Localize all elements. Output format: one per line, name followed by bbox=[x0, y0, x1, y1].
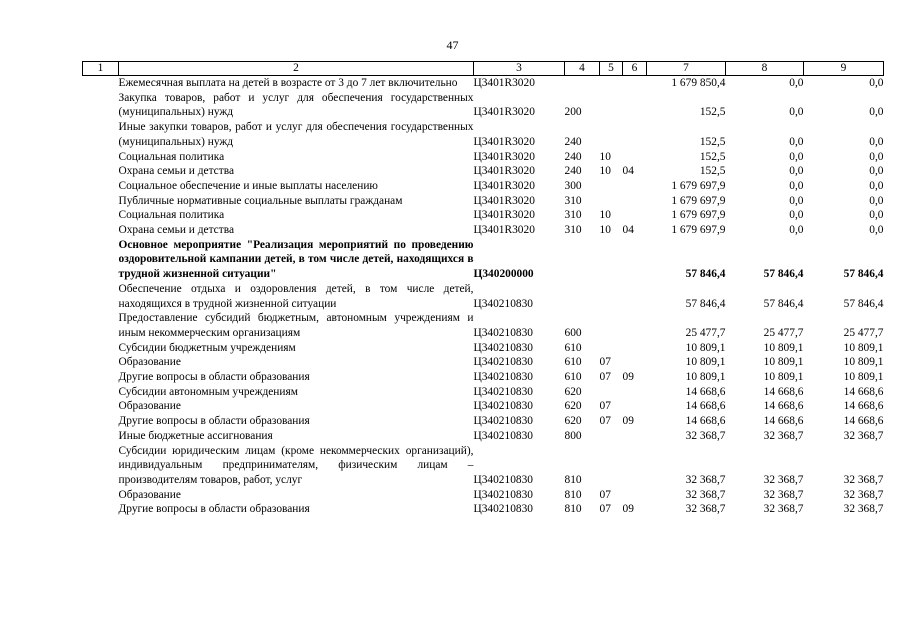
table-row bbox=[83, 355, 884, 370]
row-value-7: 57 846,4 bbox=[685, 268, 726, 281]
row-value-9: 0,0 bbox=[869, 165, 884, 178]
row-value-8: 0,0 bbox=[789, 209, 804, 222]
cell-1 bbox=[83, 488, 119, 503]
cell-1 bbox=[83, 341, 119, 356]
row-section: 07 bbox=[599, 415, 611, 428]
row-code: Ц340200000 bbox=[473, 268, 534, 281]
cell-1 bbox=[83, 311, 119, 340]
table-row bbox=[83, 120, 884, 149]
row-subsection: 09 bbox=[622, 503, 634, 516]
row-value-9: 0,0 bbox=[869, 106, 884, 119]
row-value-8: 0,0 bbox=[789, 77, 804, 89]
row-group: 610 bbox=[564, 341, 582, 354]
cell-1 bbox=[83, 179, 119, 194]
cell-1 bbox=[83, 208, 119, 223]
table-row bbox=[83, 76, 884, 91]
row-subsection bbox=[623, 488, 647, 503]
table-row bbox=[83, 385, 884, 400]
row-value-8: 32 368,7 bbox=[763, 503, 804, 516]
row-code: Ц340210830 bbox=[473, 400, 533, 413]
row-group: 600 bbox=[564, 326, 582, 339]
row-code: Ц3401R3020 bbox=[473, 224, 535, 237]
table-row bbox=[83, 282, 884, 311]
row-section: 07 bbox=[599, 400, 611, 413]
row-section: 10 bbox=[599, 224, 611, 237]
row-value-7: 152,5 bbox=[699, 106, 726, 119]
row-name: Охрана семьи и детства bbox=[118, 224, 234, 237]
row-subsection bbox=[623, 311, 647, 340]
col-header-2: 2 bbox=[119, 62, 474, 76]
table-row bbox=[83, 444, 884, 488]
row-value-9: 0,0 bbox=[869, 224, 884, 237]
row-name: Социальная политика bbox=[118, 150, 225, 163]
row-section: 10 bbox=[599, 165, 611, 178]
row-name: Основное мероприятие "Реализация мероприятий по проведению оздоровительной кампании детей, в том числе детей, находящихся в трудной жизненной ситуации" bbox=[118, 238, 474, 281]
table-row bbox=[83, 502, 884, 517]
table-row bbox=[83, 223, 884, 238]
cell-1 bbox=[83, 399, 119, 414]
row-value-9: 14 668,6 bbox=[843, 400, 884, 413]
row-value-8: 14 668,6 bbox=[763, 415, 804, 428]
row-name: Субсидии автономным учреждениям bbox=[118, 385, 298, 398]
row-section bbox=[600, 91, 623, 120]
cell-1 bbox=[83, 238, 119, 282]
row-code: Ц3401R3020 bbox=[473, 77, 535, 89]
table-body bbox=[83, 76, 884, 518]
row-code: Ц340210830 bbox=[473, 385, 533, 398]
table-row bbox=[83, 164, 884, 179]
row-section bbox=[600, 76, 623, 91]
row-code: Ц340210830 bbox=[473, 326, 533, 339]
row-value-9: 0,0 bbox=[869, 179, 884, 192]
row-code: Ц340210830 bbox=[473, 415, 533, 428]
row-value-9: 10 809,1 bbox=[843, 356, 884, 369]
row-value-9: 32 368,7 bbox=[843, 473, 884, 486]
table-row bbox=[83, 179, 884, 194]
row-value-8: 0,0 bbox=[789, 165, 804, 178]
row-subsection bbox=[623, 355, 647, 370]
row-section: 07 bbox=[599, 503, 611, 516]
row-section bbox=[600, 120, 623, 149]
col-header-4: 4 bbox=[565, 62, 600, 76]
row-subsection bbox=[623, 341, 647, 356]
row-value-9: 14 668,6 bbox=[843, 385, 884, 398]
cell-1 bbox=[83, 414, 119, 429]
row-value-8: 0,0 bbox=[789, 106, 804, 119]
row-value-9: 0,0 bbox=[869, 194, 884, 207]
header-row bbox=[83, 62, 884, 76]
table-row bbox=[83, 370, 884, 385]
row-group: 300 bbox=[564, 179, 582, 192]
row-value-7: 32 368,7 bbox=[685, 488, 726, 501]
row-name: Образование bbox=[118, 356, 181, 369]
row-name: Предоставление субсидий бюджетным, автономным учреждениям и иным некоммерческим организациям bbox=[118, 312, 474, 339]
row-section bbox=[600, 311, 623, 340]
table-row bbox=[83, 91, 884, 120]
row-code: Ц3401R3020 bbox=[473, 135, 535, 148]
row-group: 620 bbox=[564, 400, 582, 413]
row-value-7: 10 809,1 bbox=[685, 371, 726, 384]
row-code: Ц340210830 bbox=[473, 297, 533, 310]
row-subsection bbox=[623, 444, 647, 488]
row-value-8: 0,0 bbox=[789, 150, 804, 163]
row-code: Ц340210830 bbox=[473, 488, 533, 501]
row-value-9: 14 668,6 bbox=[843, 415, 884, 428]
row-value-8: 14 668,6 bbox=[763, 400, 804, 413]
row-value-9: 32 368,7 bbox=[843, 488, 884, 501]
table-row bbox=[83, 399, 884, 414]
row-value-7: 32 368,7 bbox=[685, 429, 726, 442]
row-subsection bbox=[623, 120, 647, 149]
row-name: Другие вопросы в области образования bbox=[118, 503, 310, 516]
row-value-9: 0,0 bbox=[869, 209, 884, 222]
row-code: Ц3401R3020 bbox=[473, 179, 535, 192]
row-section bbox=[600, 194, 623, 209]
row-value-9: 57 846,4 bbox=[843, 297, 884, 310]
row-code: Ц340210830 bbox=[473, 429, 533, 442]
row-section bbox=[600, 179, 623, 194]
row-section bbox=[600, 385, 623, 400]
row-value-9: 0,0 bbox=[869, 150, 884, 163]
row-group: 810 bbox=[564, 503, 582, 516]
row-value-7: 32 368,7 bbox=[685, 503, 726, 516]
table-row bbox=[83, 488, 884, 503]
cell-1 bbox=[83, 120, 119, 149]
row-section: 10 bbox=[599, 209, 611, 222]
row-value-7: 14 668,6 bbox=[685, 385, 726, 398]
row-code: Ц3401R3020 bbox=[473, 165, 535, 178]
row-value-8: 32 368,7 bbox=[763, 488, 804, 501]
col-header-3: 3 bbox=[474, 62, 565, 76]
row-subsection bbox=[623, 208, 647, 223]
row-name: Другие вопросы в области образования bbox=[118, 415, 310, 428]
table-row bbox=[83, 414, 884, 429]
table-row bbox=[83, 194, 884, 209]
row-group bbox=[565, 76, 600, 91]
row-value-8: 10 809,1 bbox=[763, 341, 804, 354]
table-row bbox=[83, 150, 884, 165]
row-value-9: 10 809,1 bbox=[843, 371, 884, 384]
row-value-9: 32 368,7 bbox=[843, 429, 884, 442]
row-value-9: 32 368,7 bbox=[843, 503, 884, 516]
row-code: Ц3401R3020 bbox=[473, 150, 535, 163]
row-name: Иные закупки товаров, работ и услуг для обеспечения государственных (муниципальных) нужд bbox=[118, 121, 474, 148]
row-section: 07 bbox=[599, 371, 611, 384]
col-header-6: 6 bbox=[623, 62, 647, 76]
row-value-7: 57 846,4 bbox=[685, 297, 726, 310]
row-group: 810 bbox=[564, 488, 582, 501]
row-subsection bbox=[623, 91, 647, 120]
cell-1 bbox=[83, 355, 119, 370]
row-name: Иные бюджетные ассигнования bbox=[118, 429, 273, 442]
row-value-7: 152,5 bbox=[699, 135, 726, 148]
row-code: Ц3401R3020 bbox=[473, 106, 535, 119]
row-value-7: 14 668,6 bbox=[685, 415, 726, 428]
row-name: Обеспечение отдыха и оздоровления детей, в том числе детей, находящихся в трудной жизненной ситуации bbox=[118, 282, 474, 310]
row-subsection bbox=[623, 399, 647, 414]
cell-1 bbox=[83, 223, 119, 238]
row-code: Ц3401R3020 bbox=[473, 209, 535, 222]
row-value-9: 0,0 bbox=[869, 135, 884, 148]
row-name: Субсидии бюджетным учреждениям bbox=[118, 341, 296, 354]
row-value-8: 0,0 bbox=[789, 179, 804, 192]
cell-1 bbox=[83, 385, 119, 400]
row-section bbox=[600, 429, 623, 444]
row-value-8: 10 809,1 bbox=[763, 371, 804, 384]
table-row bbox=[83, 311, 884, 340]
row-subsection bbox=[623, 282, 647, 311]
row-value-8: 32 368,7 bbox=[763, 429, 804, 442]
col-header-5: 5 bbox=[600, 62, 623, 76]
row-group: 620 bbox=[564, 385, 582, 398]
row-name: Социальная политика bbox=[118, 209, 225, 222]
row-subsection bbox=[623, 238, 647, 282]
row-value-7: 1 679 697,9 bbox=[671, 209, 726, 222]
cell-1 bbox=[83, 370, 119, 385]
cell-1 bbox=[83, 282, 119, 311]
cell-1 bbox=[83, 91, 119, 120]
page-number: 47 bbox=[446, 38, 459, 52]
row-code: Ц340210830 bbox=[473, 473, 533, 486]
row-group bbox=[565, 238, 600, 282]
row-name: Публичные нормативные социальные выплаты гражданам bbox=[118, 194, 403, 207]
row-subsection: 04 bbox=[622, 165, 634, 178]
row-group: 310 bbox=[564, 224, 582, 237]
row-group: 610 bbox=[564, 371, 582, 384]
cell-1 bbox=[83, 429, 119, 444]
row-subsection: 04 bbox=[622, 224, 634, 237]
row-group: 240 bbox=[564, 150, 582, 163]
row-code: Ц340210830 bbox=[473, 371, 533, 384]
row-section: 10 bbox=[599, 150, 611, 163]
row-section: 07 bbox=[599, 488, 611, 501]
cell-1 bbox=[83, 502, 119, 517]
col-header-7: 7 bbox=[647, 62, 726, 76]
row-section bbox=[600, 282, 623, 311]
row-code: Ц3401R3020 bbox=[473, 194, 535, 207]
row-name: Закупка товаров, работ и услуг для обеспечения государственных (муниципальных) нужд bbox=[118, 91, 474, 119]
row-value-9: 0,0 bbox=[869, 77, 884, 89]
row-value-8: 57 846,4 bbox=[763, 297, 804, 310]
cell-1 bbox=[83, 444, 119, 488]
row-subsection bbox=[623, 429, 647, 444]
row-value-9: 57 846,4 bbox=[843, 268, 884, 281]
row-group: 610 bbox=[564, 356, 582, 369]
row-name: Субсидии юридическим лицам (кроме некоммерческих организаций), индивидуальным предпринимателям, физическим лицам – производителям товаров, работ, услуг bbox=[118, 444, 474, 486]
row-name: Ежемесячная выплата на детей в возрасте от 3 до 7 лет включительно bbox=[118, 77, 458, 89]
col-header-1: 1 bbox=[83, 62, 119, 76]
row-value-9: 25 477,7 bbox=[843, 326, 884, 339]
col-header-9: 9 bbox=[804, 62, 884, 76]
row-value-8: 14 668,6 bbox=[763, 385, 804, 398]
row-group: 800 bbox=[564, 429, 582, 442]
row-value-9: 10 809,1 bbox=[843, 341, 884, 354]
row-value-8: 0,0 bbox=[789, 194, 804, 207]
row-value-8: 0,0 bbox=[789, 224, 804, 237]
row-value-8: 0,0 bbox=[789, 135, 804, 148]
row-name: Образование bbox=[118, 488, 181, 501]
row-code: Ц340210830 bbox=[473, 341, 533, 354]
row-value-8: 25 477,7 bbox=[763, 326, 804, 339]
row-name: Образование bbox=[118, 400, 181, 413]
row-value-7: 25 477,7 bbox=[685, 326, 726, 339]
row-value-7: 14 668,6 bbox=[685, 400, 726, 413]
row-value-7: 1 679 697,9 bbox=[671, 194, 726, 207]
budget-table bbox=[82, 61, 884, 517]
row-value-7: 152,5 bbox=[699, 150, 726, 163]
row-group: 200 bbox=[564, 106, 582, 119]
row-group: 240 bbox=[564, 165, 582, 178]
row-subsection bbox=[623, 179, 647, 194]
row-name: Другие вопросы в области образования bbox=[118, 371, 310, 384]
table-row bbox=[83, 341, 884, 356]
row-section bbox=[600, 444, 623, 488]
row-name: Социальное обеспечение и иные выплаты населению bbox=[118, 179, 378, 192]
cell-1 bbox=[83, 76, 119, 91]
table-row bbox=[83, 429, 884, 444]
row-section bbox=[600, 341, 623, 356]
row-value-7: 10 809,1 bbox=[685, 356, 726, 369]
row-subsection bbox=[623, 150, 647, 165]
row-group: 810 bbox=[564, 473, 582, 486]
row-value-8: 32 368,7 bbox=[763, 473, 804, 486]
row-group: 310 bbox=[564, 194, 582, 207]
row-subsection bbox=[623, 194, 647, 209]
row-subsection: 09 bbox=[622, 415, 634, 428]
col-header-8: 8 bbox=[726, 62, 804, 76]
row-subsection bbox=[623, 76, 647, 91]
row-group: 310 bbox=[564, 209, 582, 222]
row-value-8: 10 809,1 bbox=[763, 356, 804, 369]
cell-1 bbox=[83, 150, 119, 165]
row-section bbox=[600, 238, 623, 282]
row-subsection bbox=[623, 385, 647, 400]
table-row bbox=[83, 238, 884, 282]
row-group bbox=[565, 282, 600, 311]
row-subsection: 09 bbox=[622, 371, 634, 384]
cell-1 bbox=[83, 194, 119, 209]
row-group: 620 bbox=[564, 415, 582, 428]
row-code: Ц340210830 bbox=[473, 503, 533, 516]
row-value-8: 57 846,4 bbox=[763, 268, 804, 281]
row-group: 240 bbox=[564, 135, 582, 148]
row-value-7: 1 679 697,9 bbox=[671, 179, 726, 192]
row-section: 07 bbox=[599, 356, 611, 369]
row-code: Ц340210830 bbox=[473, 356, 533, 369]
row-value-7: 152,5 bbox=[699, 165, 726, 178]
row-value-7: 32 368,7 bbox=[685, 473, 726, 486]
row-value-7: 10 809,1 bbox=[685, 341, 726, 354]
row-name: Охрана семьи и детства bbox=[118, 165, 234, 178]
cell-1 bbox=[83, 164, 119, 179]
table-row bbox=[83, 208, 884, 223]
row-value-7: 1 679 697,9 bbox=[671, 224, 726, 237]
row-value-7: 1 679 850,4 bbox=[671, 77, 726, 89]
